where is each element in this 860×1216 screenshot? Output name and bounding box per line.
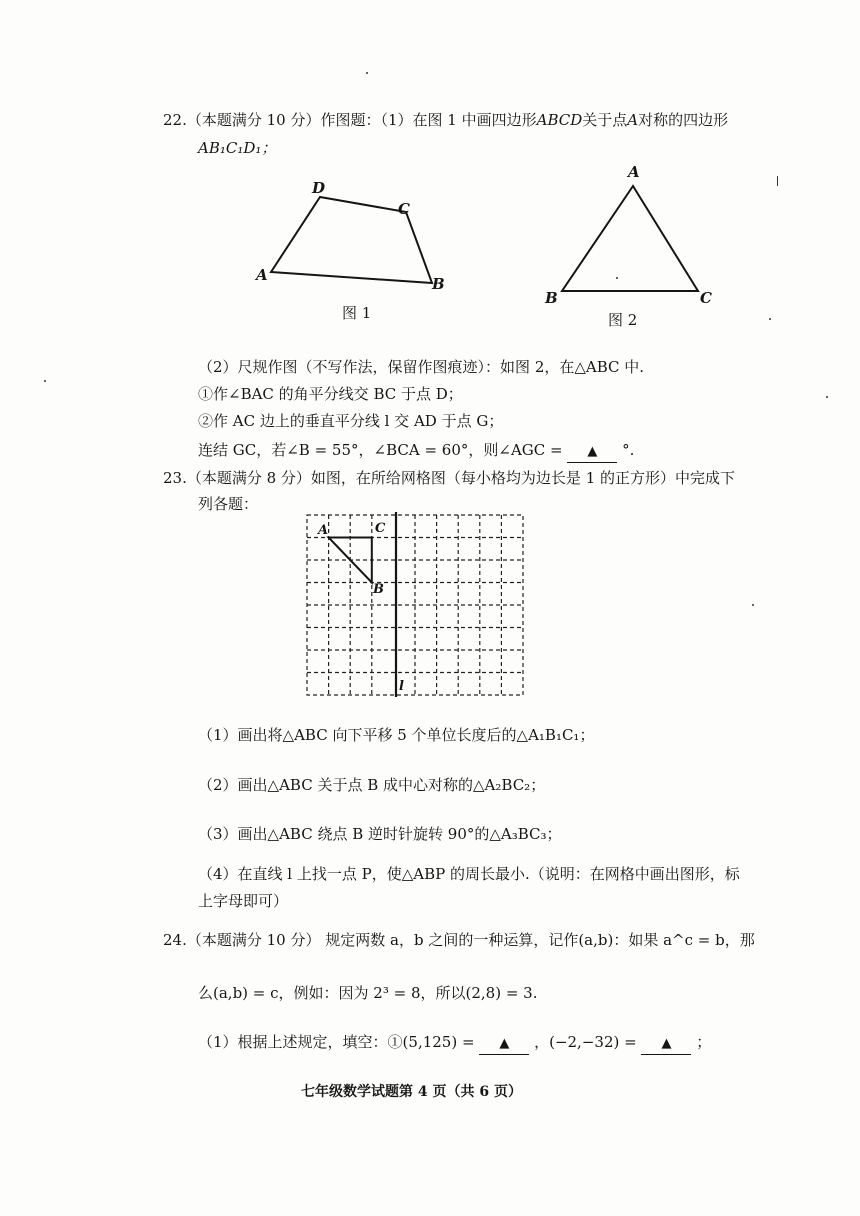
fig1-caption: 图 1 (342, 304, 372, 322)
q24-line2: 么(a,b) = c，例如：因为 2³ = 8，所以(2,8) = 3. (198, 984, 538, 1002)
grid-label-l: l (399, 679, 404, 694)
q23-grid (307, 515, 523, 695)
scan-speck (366, 72, 368, 74)
fig2-label-a: A (628, 163, 640, 181)
q22-last-line: 连结 GC，若∠B = 55°，∠BCA = 60°，则∠AGC = ▲ °. (198, 440, 634, 463)
q23-header: 23.（本题满分 8 分）如图，在所给网格图（每小格均为边长是 1 的正方形）中完成下 (163, 469, 736, 487)
page-footer: 七年级数学试题第 4 页（共 6 页） (301, 1084, 522, 1100)
scan-speck (777, 176, 778, 186)
answer-blank-1[interactable]: ▲ (479, 1034, 529, 1055)
scan-speck (44, 380, 46, 382)
q22-step1: ①作∠BAC 的角平分线交 BC 于点 D； (198, 385, 463, 403)
q24-header: 24.（本题满分 10 分） 规定两数 a，b 之间的一种运算，记作(a,b)：如果 a^c = b，那 (163, 931, 755, 949)
q22-step2: ②作 AC 边上的垂直平分线 l 交 AD 于点 G； (198, 412, 504, 430)
q22-part2-intro: （2）尺规作图（不写作法，保留作图痕迹）：如图 2，在△ABC 中. (198, 358, 645, 376)
fig1-label-a: A (256, 266, 268, 284)
grid-label-b: B (373, 582, 384, 597)
grid-label-c: C (375, 521, 386, 536)
scan-speck (616, 277, 618, 279)
scan-speck (826, 396, 828, 398)
fig1-label-c: C (398, 200, 410, 218)
answer-blank-angle[interactable]: ▲ (567, 442, 617, 463)
q22-header: 22.（本题满分 10 分）作图题：（1）在图 1 中画四边形ABCD关于点A对称的四边形 (163, 111, 729, 129)
answer-blank-2[interactable]: ▲ (641, 1034, 691, 1055)
fig1-label-d: D (312, 179, 326, 197)
q23-item-3: （3）画出△ABC 绕点 B 逆时针旋转 90°的△A₃BC₃； (198, 825, 562, 843)
fig2-label-c: C (700, 289, 712, 307)
fig2-label-b: B (545, 289, 558, 307)
q22-line2: AB₁C₁D₁； (198, 139, 277, 157)
fig1-label-b: B (432, 275, 445, 293)
fig2-caption: 图 2 (608, 311, 638, 329)
q23-item-4-cont: 上字母即可） (198, 892, 289, 910)
grid-label-a: A (318, 523, 329, 538)
q23-item-1: （1）画出将△ABC 向下平移 5 个单位长度后的△A₁B₁C₁； (198, 726, 595, 744)
q23-item-4: （4）在直线 l 上找一点 P，使△ABP 的周长最小.（说明：在网格中画出图形，标 (198, 865, 740, 883)
q24-line3: （1）根据上述规定，填空：①(5,125) = ▲ ，(−2,−32) = ▲ ； (198, 1032, 711, 1055)
scan-speck (752, 604, 754, 606)
fig2-triangle (562, 186, 698, 291)
scan-speck (769, 318, 771, 320)
q23-item-2: （2）画出△ABC 关于点 B 成中心对称的△A₂BC₂； (198, 776, 546, 794)
q23-header2: 列各题： (198, 495, 259, 513)
